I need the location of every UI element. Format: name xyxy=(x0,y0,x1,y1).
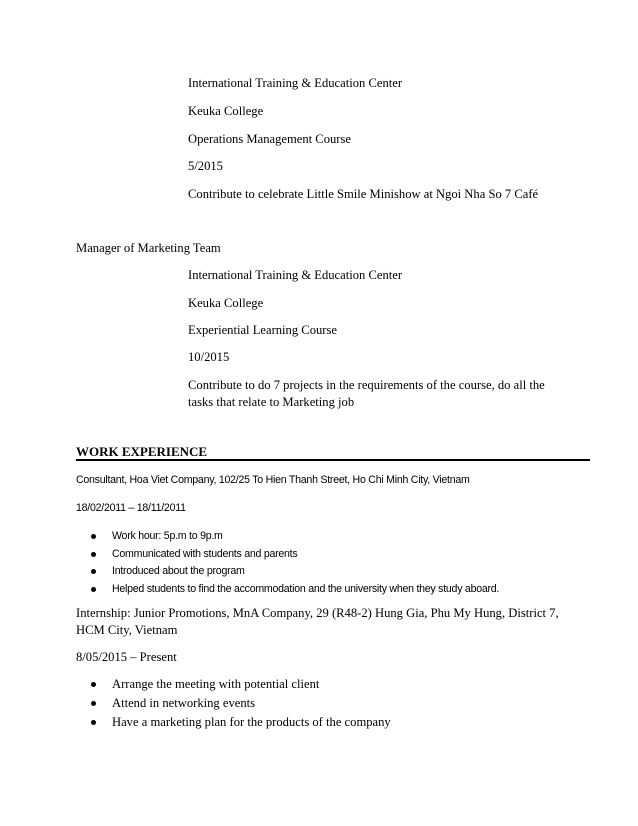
role-title: Manager of Marketing Team xyxy=(76,241,221,255)
course-description-line-1: Contribute to do 7 projects in the requirements of the course, do all the xyxy=(188,378,545,392)
section-heading-work-experience: WORK EXPERIENCE xyxy=(76,444,208,459)
course-description: Contribute to celebrate Little Smile Minishow at Ngoi Nha So 7 Café xyxy=(188,187,539,201)
bullet-icon xyxy=(91,720,96,725)
job-dates: 18/02/2011 – 18/11/2011 xyxy=(76,502,186,514)
list-item: Introduced about the program xyxy=(90,564,499,582)
course-name: Experiential Learning Course xyxy=(188,323,337,337)
job-title-line-2: HCM City, Vietnam xyxy=(76,623,178,637)
college-name: Keuka College xyxy=(188,296,264,310)
job-title: Consultant, Hoa Viet Company, 102/25 To Hien Thanh Street, Ho Chi Minh City, Vietnam xyxy=(76,474,470,486)
course-name: Operations Management Course xyxy=(188,132,351,146)
bullet-icon xyxy=(91,534,96,539)
section-divider xyxy=(76,459,590,461)
course-date: 10/2015 xyxy=(188,350,230,364)
organization-name: International Training & Education Center xyxy=(188,268,403,282)
bullet-icon xyxy=(91,587,96,592)
bullet-icon xyxy=(91,701,96,706)
job-dates: 8/05/2015 – Present xyxy=(76,650,177,664)
list-item: Have a marketing plan for the products of the company xyxy=(90,715,391,734)
list-item: Work hour: 5p.m to 9p.m xyxy=(90,529,499,547)
list-item: Communicated with students and parents xyxy=(90,547,499,565)
list-item: Helped students to find the accommodation and the university when they study aboard. xyxy=(90,582,499,600)
college-name: Keuka College xyxy=(188,104,264,118)
course-date: 5/2015 xyxy=(188,159,223,173)
bullet-icon xyxy=(91,569,96,574)
bullet-icon xyxy=(91,552,96,557)
course-description-line-2: tasks that relate to Marketing job xyxy=(188,395,355,409)
bullet-icon xyxy=(91,682,96,687)
job-duties-list xyxy=(90,677,391,734)
job-duties-list xyxy=(90,529,499,599)
organization-name: International Training & Education Center xyxy=(188,76,403,90)
job-title-line-1: Internship: Junior Promotions, MnA Company, 29 (R48-2) Hung Gia, Phu My Hung, District 7, xyxy=(76,606,559,620)
list-item: Arrange the meeting with potential client xyxy=(90,677,391,696)
list-item: Attend in networking events xyxy=(90,696,391,715)
